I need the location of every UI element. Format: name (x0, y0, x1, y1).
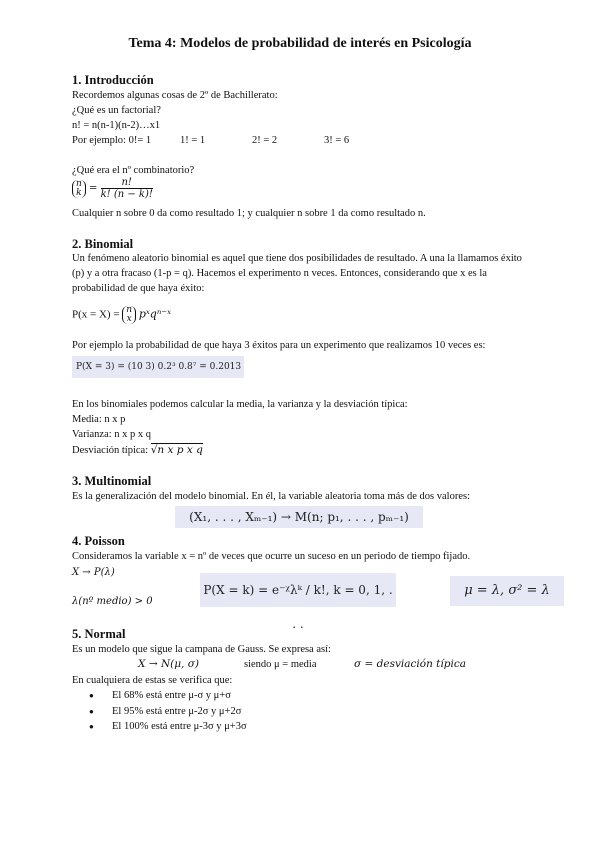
example-3: 3! = 6 (324, 135, 350, 146)
multinomial-description: Es la generalización del modelo binomial. En él, la variable aleatoria toma más de dos valores: (72, 491, 470, 502)
binomial-stats-intro: En los binomiales podemos calcular la media, la varianza y la desviación típica: (72, 399, 408, 410)
binomial-media: Media: n x p (72, 414, 126, 425)
normal-media: siendo μ = media (244, 659, 317, 670)
section-heading-poisson: 4. Poisson (72, 534, 125, 548)
poisson-condition: λ(nº medio) > 0 (72, 596, 153, 607)
example-2: 2! = 2 (252, 135, 278, 146)
combinatorio-note: Cualquier n sobre 0 da como resultado 1; y cualquier n sobre 1 da como resultado n. (72, 208, 426, 219)
combinatorio-fraction: $\frac{n!}{k! (n - k)!}$ (100, 177, 153, 200)
section-heading-multinomial: 3. Multinomial (72, 474, 152, 488)
poisson-parameters: μ = λ, σ² = λ (450, 576, 564, 606)
poisson-distribution: X → P(λ) (72, 567, 115, 578)
normal-description: Es un modelo que sigue la campana de Gauss. Se expresa así: (72, 644, 331, 655)
example-1: 1! = 1 (180, 135, 206, 146)
binom-n-x: n x (122, 306, 136, 324)
list-item: ● El 68% está entre μ-σ y μ+σ (92, 688, 247, 704)
section-heading-introduccion: 1. Introducción (72, 73, 154, 87)
binomial-formula: P(x = X) = n x pˣqⁿ⁻ˣ (72, 305, 172, 324)
section-heading-binomial: 2. Binomial (72, 237, 134, 251)
intro-line: Recordemos algunas cosas de 2º de Bachillerato: (72, 90, 278, 101)
section-heading-normal: 5. Normal (72, 627, 126, 641)
factorial-example (72, 133, 350, 148)
page-title: Tema 4: Modelos de probabilidad de interés en Psicología (128, 36, 472, 51)
binomial-varianza: Varianza: n x p x q (72, 429, 152, 440)
combinatorio-question: ¿Qué era el nº combinatorio? (72, 165, 195, 176)
list-item: ● El 100% está entre μ-3σ y μ+3σ (92, 719, 247, 735)
factorial-definition: n! = n(n-1)(n-2)…x1 (72, 120, 161, 131)
normal-bullet-list (92, 688, 247, 735)
normal-verify-intro: En cualquiera de estas se verifica que: (72, 675, 233, 686)
multinomial-formula: (X₁, . . . , Xₘ₋₁) → M(n; p₁, . . . , pₘ₋₁) (175, 506, 423, 528)
normal-distribution: X → N(μ, σ) (138, 658, 199, 670)
list-item: ● El 95% está entre μ-2σ y μ+2σ (92, 704, 247, 720)
binomial-example-formula: P(X = 3) = (10 3) 0.2³ 0.8⁷ = 0.2013 (72, 356, 244, 378)
binomial-desviacion: Desviación típica: √n x p x q (72, 444, 203, 456)
binomial-example-intro: Por ejemplo la probabilidad de que haya 3 éxitos para un experimento que realizamos 10 veces es: (72, 340, 486, 351)
poisson-description: Consideramos la variable x = nº de veces que ocurre un suceso en un periodo de tiempo fijado. (72, 551, 471, 562)
combinatorio-formula: n k = $\frac{n!}{k! (n - k)!}$ (72, 177, 153, 200)
example-0: Por ejemplo: 0!= 1 (72, 135, 152, 146)
normal-sigma: σ = desviación típica (354, 658, 466, 670)
factorial-question: ¿Qué es un factorial? (72, 105, 161, 116)
binom-n-k: n k (72, 180, 86, 198)
binomial-description: Un fenómeno aleatorio binomial es aquel que tiene dos posibilidades de resultado. A una la llamamos éxito (p) y a otra fracaso (1-p = q). Hacemos el experimento n veces. Entonces, considerando que x es la probabilidad de que haya éxito: (72, 253, 522, 294)
poisson-formula: P(X = k) = e⁻ᵡλᵏ / k!, k = 0, 1, . . . (200, 573, 396, 607)
